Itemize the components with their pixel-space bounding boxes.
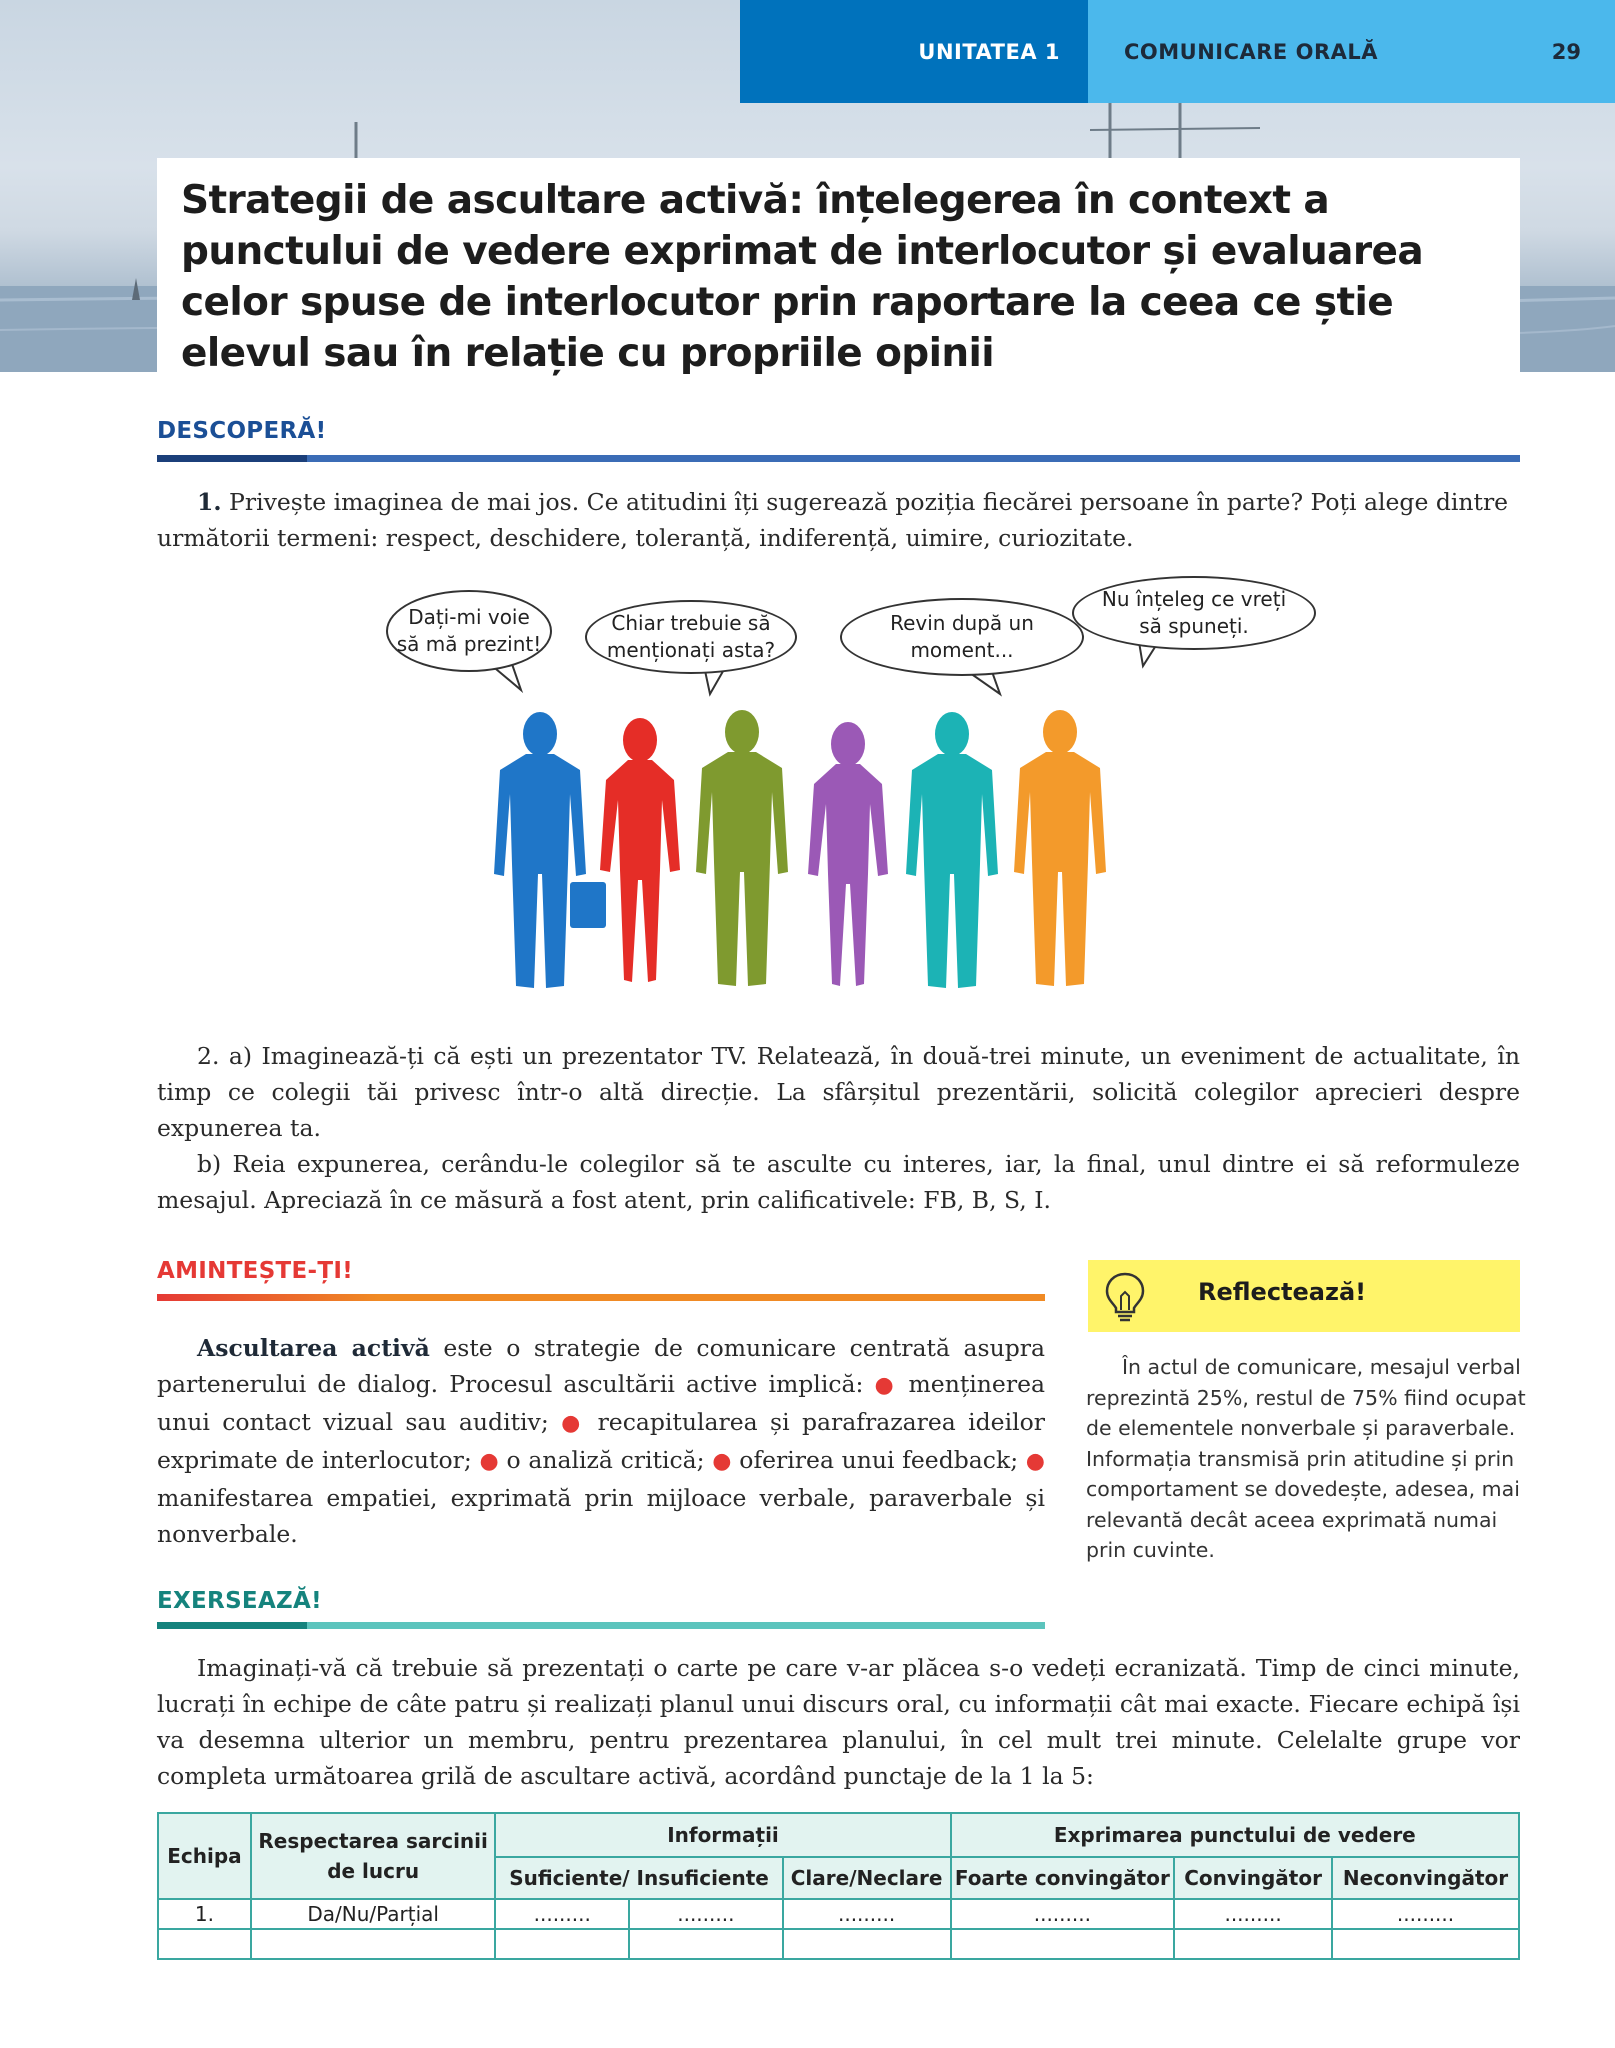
active-listening-grid — [157, 1812, 1520, 1960]
reflect-text — [1086, 1352, 1526, 1566]
header-clear: Clare/Neclare — [783, 1857, 951, 1899]
cell-dots[interactable]: ......... — [951, 1899, 1175, 1929]
cell-empty[interactable] — [495, 1929, 629, 1959]
header-unconvincing: Neconvingător — [1332, 1857, 1519, 1899]
bullet-icon: ● — [479, 1449, 499, 1474]
bullet-icon: ● — [874, 1373, 898, 1398]
bubble-1-line-2: să mă prezint! — [396, 632, 542, 656]
header-sufficient: Suficiente/ Insuficiente — [495, 1857, 782, 1899]
bubble-2-line-1: Chiar trebuie să — [611, 611, 771, 635]
figure-purple — [808, 722, 888, 986]
bullet-icon: ● — [561, 1411, 586, 1436]
bubble-1-line-1: Dați-mi voie — [408, 605, 530, 629]
cell-empty[interactable] — [1174, 1929, 1332, 1959]
bullet-icon: ● — [712, 1449, 732, 1474]
bubble-3-line-2: moment... — [910, 638, 1014, 662]
remember-text — [157, 1330, 1045, 1552]
figure-blue — [494, 712, 606, 988]
cell-empty[interactable] — [629, 1929, 783, 1959]
cell-dots[interactable]: ......... — [495, 1899, 629, 1929]
cell-empty[interactable] — [251, 1929, 496, 1959]
reflect-heading: Reflectează! — [1198, 1278, 1367, 1306]
figure-teal — [906, 712, 998, 988]
cell-dots[interactable]: ......... — [1174, 1899, 1332, 1929]
task-2b-text: b) Reia expunerea, cerându-le colegilor să te asculte cu interes, iar, la final, unul dintre ei să reformuleze mesajul. Apreciază în ce măsură a fost atent, prin calificativele: FB, B, S, I. — [157, 1150, 1520, 1214]
bubble-4-line-2: să spuneți. — [1139, 614, 1249, 638]
cell-dots[interactable]: ......... — [629, 1899, 783, 1929]
task-2a — [157, 1038, 1520, 1146]
speech-bubble-3 — [840, 598, 1084, 676]
cell-empty[interactable] — [783, 1929, 951, 1959]
table-row — [158, 1929, 1519, 1959]
header-task: Respectarea sarcinii de lucru — [251, 1813, 496, 1899]
cell-dots[interactable]: ......... — [783, 1899, 951, 1929]
cell-empty[interactable] — [1332, 1929, 1519, 1959]
bubble-4-line-1: Nu înțeleg ce vreți — [1101, 587, 1287, 611]
cell-task: Da/Nu/Parțial — [251, 1899, 496, 1929]
header-very-convincing: Foarte convingător — [951, 1857, 1175, 1899]
reflect-body: În actul de comunicare, mesajul verbal reprezintă 25%, restul de 75% fiind ocupat de elementele nonverbale și paraverbale. Informația transmisă prin atitudine și prin comportament se dovedește, adesea, mai relevantă decât aceea exprimată numai prin cuvinte. — [1086, 1355, 1526, 1562]
table-row — [158, 1899, 1519, 1929]
speech-bubble-2 — [585, 600, 797, 674]
header-information: Informații — [495, 1813, 950, 1857]
remember-intro: este o strategie de comunicare centrată asupra partenerului de dialog. Procesul ascultării active implică: — [157, 1334, 1045, 1398]
practice-heading: EXERSEAZĂ! — [157, 1588, 322, 1614]
task-1-number: 1. — [197, 488, 222, 516]
figure-orange — [1014, 710, 1106, 986]
header-team: Echipa — [158, 1813, 251, 1899]
remember-item: o analiză critică; — [506, 1446, 705, 1474]
practice-text — [157, 1650, 1520, 1794]
people-silhouettes — [470, 690, 1200, 1010]
speech-bubble-1 — [386, 590, 552, 672]
remember-heading: AMINTEȘTE-ȚI! — [157, 1258, 354, 1284]
remember-bar — [157, 1294, 1045, 1301]
remember-item: manifestarea empatiei, exprimată prin mijloace verbale, paraverbale și nonverbale. — [157, 1484, 1045, 1548]
discover-heading: DESCOPERĂ! — [157, 418, 327, 444]
lesson-title: Strategii de ascultare activă: înțelegerea în context a punctului de vedere exprimat de interlocutor și evaluarea celor spuse de interlocutor prin raportare la ceea ce știe elevul sau în relație cu propriile opinii — [181, 178, 1424, 376]
remember-term: Ascultarea activă — [197, 1334, 430, 1362]
header-viewpoint: Exprimarea punctului de vedere — [951, 1813, 1519, 1857]
cell-empty[interactable] — [158, 1929, 251, 1959]
figure-red — [600, 718, 680, 982]
practice-bar-accent — [157, 1622, 307, 1629]
bubble-3-line-1: Revin după un — [890, 611, 1034, 635]
task-2a-text: 2. a) Imaginează-ți că ești un prezentator TV. Relatează, în două-trei minute, un eveniment de actualitate, în timp ce colegii tăi privesc într-o altă direcție. La sfârșitul prezentării, solicită colegilor aprecieri despre expunerea ta. — [157, 1042, 1520, 1142]
lightbulb-icon — [1100, 1268, 1150, 1324]
task-1-text: Privește imaginea de mai jos. Ce atitudini îți sugerează poziția fiecărei persoane în parte? Poți alege dintre următorii termeni: respect, deschidere, toleranță, indiferență, uimire, curiozitate. — [157, 488, 1509, 552]
cell-empty[interactable] — [951, 1929, 1175, 1959]
speech-bubble-4 — [1072, 576, 1316, 650]
remember-item: menținerea unui contact vizual sau auditiv; — [157, 1370, 1045, 1436]
practice-body: Imaginați-vă că trebuie să prezentați o carte pe care v-ar plăcea s-o vedeți ecranizată. Timp de cinci minute, lucrați în echipe de câte patru și realizați planul unui discurs oral, cu informații cât mai exacte. Fiecare echipă își va desemna ulterior un membru, pentru prezentarea planului, în cel mult trei minute. Celelalte grupe vor completa următoarea grilă de ascultare activă, acordând punctaje de la 1 la 5: — [157, 1654, 1520, 1790]
unit-label: UNITATEA 1 — [740, 0, 1088, 103]
page-number: 29 — [1551, 39, 1581, 64]
bubble-2-line-2: menționați asta? — [606, 638, 776, 662]
remember-item: oferirea unui feedback; — [739, 1446, 1019, 1474]
bullet-icon: ● — [1025, 1449, 1045, 1474]
cell-dots[interactable]: ......... — [1332, 1899, 1519, 1929]
header-convincing: Convingător — [1174, 1857, 1332, 1899]
cell-team: 1. — [158, 1899, 251, 1929]
topic-label: COMUNICARE ORALĂ — [1088, 0, 1615, 103]
figure-green — [696, 710, 788, 986]
remember-item: recapitularea și parafrazarea ideilor exprimate de interlocutor; — [157, 1408, 1045, 1474]
task-2b — [157, 1146, 1520, 1218]
